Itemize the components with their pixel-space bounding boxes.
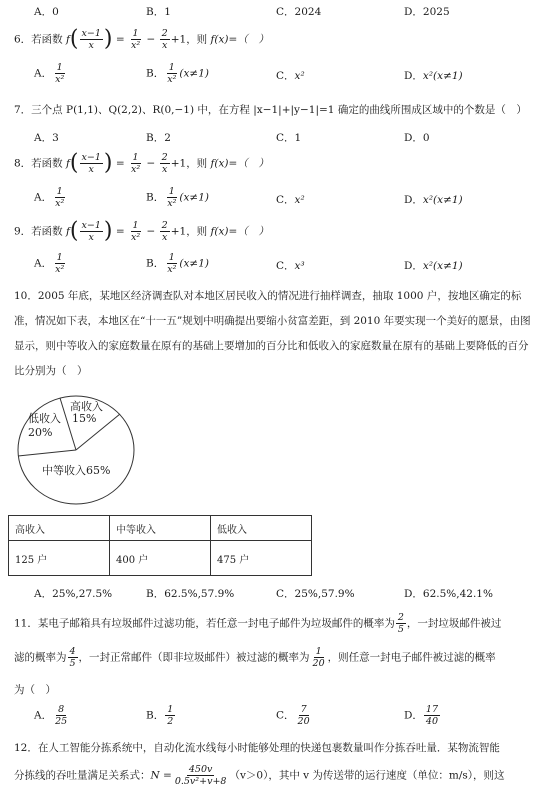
- q7-option-d: D．0: [404, 132, 430, 144]
- table-cell-low: 475 户: [211, 541, 312, 576]
- q8-option-d: D．x²(x≠1): [404, 194, 463, 206]
- q9-option-a: A． $\frac{1}{\text{x²}}$: [34, 252, 65, 275]
- q9-stem: 9．若函数 f( $\frac{x-1}{x}$ ) = $\frac{1}{\text{x²}}$ − $\frac{2}{x}$ +1，则 f(x)=（ ）: [14, 218, 269, 244]
- q8-option-a: A． $\frac{1}{\text{x²}}$: [34, 186, 65, 209]
- q11-option-c: C． $\frac{7}{20}$: [276, 704, 310, 727]
- q10-option-a: A．25%,27.5%: [34, 588, 113, 600]
- q10-option-c: C．25%,57.9%: [276, 588, 355, 600]
- pie-label-mid: 中等收入65%: [42, 464, 111, 477]
- q6-stem: 6．若函数 f( $\frac{x-1}{x}$ ) = $\frac{1}{\text{x²}}$ − $\frac{2}{x}$ +1，则 f(x)=（ ）: [14, 26, 269, 52]
- q6-option-d: D．x²(x≠1): [404, 70, 463, 82]
- q11-option-a: A． $\frac{8}{25}$: [34, 704, 68, 727]
- q10-stem: 10．2005 年底，某地区经济调查队对本地区居民收入的情况进行抽样调查，抽取 1000 户，按地区确定的标准，情况如下表，本地区在“十一五”规划中明确提出要缩小贫富差距，到 2010 年要实现一个美好的愿景，由图显示，则中等收入的家庭数量在原有的基础上要增加的百分比和低收入的家庭数量在原有的基础上要降低的百分比分别为（ ）: [14, 290, 531, 377]
- pie-label-high-pct: 15%: [72, 412, 97, 425]
- q6-option-b: B． $\frac{1}{\text{x²}}$ (x≠1): [146, 62, 209, 85]
- q10-option-d: D．62.5%,42.1%: [404, 588, 493, 600]
- table-cell-high: 125 户: [9, 541, 110, 576]
- q11-option-d: D． $\frac{17}{40}$: [404, 704, 439, 727]
- table-header-high: 高收入: [9, 516, 110, 541]
- q8-stem: 8．若函数 f( $\frac{x-1}{x}$ ) = $\frac{1}{\text{x²}}$ − $\frac{2}{x}$ +1，则 f(x)=（ ）: [14, 150, 269, 176]
- table-header-mid: 中等收入: [110, 516, 211, 541]
- table-header-low: 低收入: [211, 516, 312, 541]
- table-cell-mid: 400 户: [110, 541, 211, 576]
- q5-option-d: D．2025: [404, 6, 450, 18]
- q6-option-c: C．x²: [276, 70, 305, 82]
- q9-option-d: D．x²(x≠1): [404, 260, 463, 272]
- q10-option-b: B．62.5%,57.9%: [146, 588, 235, 600]
- income-pie-chart: [10, 392, 150, 508]
- q8-option-c: C．x²: [276, 194, 305, 206]
- table-header-row: [9, 516, 312, 541]
- q6-option-a: A． $\frac{1}{\text{x²}}$: [34, 62, 65, 85]
- pie-label-low-pct: 20%: [28, 426, 53, 439]
- q5-option-a: A．0: [34, 6, 59, 18]
- q11-option-b: B． $\frac{1}{2}$: [146, 704, 174, 727]
- q5-option-c: C．2024: [276, 6, 322, 18]
- q8-option-b: B． $\frac{1}{\text{x²}}$ (x≠1): [146, 186, 209, 209]
- q7-stem: 7．三个点 P(1,1)、Q(2,2)、R(0,−1) 中，在方程 |x−1|+|y−1|=1 确定的曲线所围成区域中的个数是（ ）: [14, 104, 527, 116]
- q11-line2: 滤的概率为 $\frac{4}{5}$ ，一封正常邮件（即非垃圾邮件）被过滤的概率为 $\frac{1}{20}$ ，则任意一封电子邮件被过滤的概率: [14, 646, 496, 669]
- q7-option-c: C．1: [276, 132, 302, 144]
- q7-option-a: A．3: [34, 132, 59, 144]
- pie-divider-mid-low: [18, 450, 76, 456]
- pie-label-high: 高收入: [70, 400, 103, 413]
- q11-line1: 11．某电子邮箱具有垃圾邮件过滤功能，若任意一封电子邮件为垃圾邮件的概率为 $\frac{2}{5}$ ，一封垃圾邮件被过: [14, 612, 502, 635]
- q7-option-b: B．2: [146, 132, 171, 144]
- q5-option-b: B．1: [146, 6, 171, 18]
- q9-option-c: C．x³: [276, 260, 305, 272]
- q12-line1: 12．在人工智能分拣系统中，自动化流水线每小时能够处理的快递包裹数量叫作分拣吞吐量．某物流智能: [14, 742, 500, 754]
- income-table: [8, 515, 312, 576]
- q12-line2: 分拣线的吞吐量满足关系式：N = $\frac{450v}{\text{0.5v²+v+8}}$ （v＞0），其中 v 为传送带的运行速度（单位：m/s），则这: [14, 764, 505, 787]
- q11-line3: 为（ ）: [14, 684, 56, 696]
- q9-option-b: B． $\frac{1}{\text{x²}}$ (x≠1): [146, 252, 209, 275]
- pie-label-low: 低收入: [28, 412, 61, 425]
- table-row: [9, 541, 312, 576]
